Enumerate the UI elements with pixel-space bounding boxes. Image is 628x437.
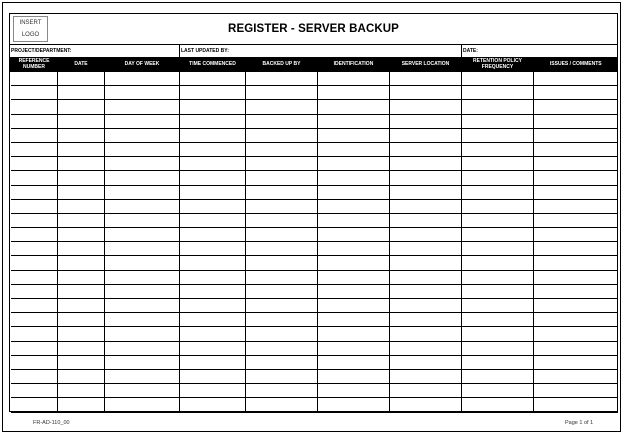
- table-cell[interactable]: [11, 86, 58, 100]
- table-cell[interactable]: [58, 128, 105, 142]
- table-cell[interactable]: [246, 313, 318, 327]
- table-cell[interactable]: [180, 228, 246, 242]
- table-cell[interactable]: [11, 242, 58, 256]
- table-cell[interactable]: [180, 128, 246, 142]
- table-cell[interactable]: [534, 86, 618, 100]
- date-label: DATE:: [463, 48, 478, 54]
- table-row: [11, 213, 618, 227]
- table-cell[interactable]: [390, 256, 462, 270]
- table-row: [11, 114, 618, 128]
- table-cell[interactable]: [11, 157, 58, 171]
- table-cell[interactable]: [11, 228, 58, 242]
- table-cell[interactable]: [58, 185, 105, 199]
- table-cell[interactable]: [534, 114, 618, 128]
- table-cell[interactable]: [390, 341, 462, 355]
- table-cell[interactable]: [246, 114, 318, 128]
- table-cell[interactable]: [180, 72, 246, 86]
- column-header-label: DAY OF WEEK: [124, 60, 160, 67]
- table-cell[interactable]: [105, 213, 180, 227]
- table-cell[interactable]: [58, 171, 105, 185]
- table-cell[interactable]: [390, 398, 462, 412]
- column-header-label-line2: NUMBER: [23, 63, 45, 70]
- table-row: [11, 384, 618, 398]
- table-cell[interactable]: [180, 114, 246, 128]
- column-header: [462, 58, 534, 72]
- table-cell[interactable]: [246, 327, 318, 341]
- table-cell[interactable]: [58, 384, 105, 398]
- table-cell[interactable]: [318, 100, 390, 114]
- table-cell[interactable]: [58, 369, 105, 383]
- table-cell[interactable]: [246, 270, 318, 284]
- table-cell[interactable]: [58, 299, 105, 313]
- table-cell[interactable]: [180, 299, 246, 313]
- table-cell[interactable]: [318, 213, 390, 227]
- column-header: [246, 58, 318, 72]
- table-cell[interactable]: [105, 128, 180, 142]
- table-row: [11, 256, 618, 270]
- table-cell[interactable]: [318, 171, 390, 185]
- table-cell[interactable]: [390, 185, 462, 199]
- table-cell[interactable]: [180, 213, 246, 227]
- table-cell[interactable]: [180, 242, 246, 256]
- table-cell[interactable]: [462, 199, 534, 213]
- table-row: [11, 157, 618, 171]
- table-cell[interactable]: [246, 86, 318, 100]
- table-cell[interactable]: [462, 228, 534, 242]
- table-cell[interactable]: [58, 199, 105, 213]
- last-updated-by-label: LAST UPDATED BY:: [181, 48, 229, 54]
- table-cell[interactable]: [462, 213, 534, 227]
- table-cell[interactable]: [58, 341, 105, 355]
- table-cell[interactable]: [246, 369, 318, 383]
- table-cell[interactable]: [534, 185, 618, 199]
- table-cell[interactable]: [11, 270, 58, 284]
- table-cell[interactable]: [58, 213, 105, 227]
- table-cell[interactable]: [58, 398, 105, 412]
- table-cell[interactable]: [390, 313, 462, 327]
- table-cell[interactable]: [105, 284, 180, 298]
- table-cell[interactable]: [180, 256, 246, 270]
- table-cell[interactable]: [58, 228, 105, 242]
- table-cell[interactable]: [180, 384, 246, 398]
- table-cell[interactable]: [58, 114, 105, 128]
- table-cell[interactable]: [58, 355, 105, 369]
- table-row: [11, 284, 618, 298]
- table-cell[interactable]: [390, 284, 462, 298]
- table-cell[interactable]: [105, 313, 180, 327]
- table-cell[interactable]: [11, 171, 58, 185]
- table-cell[interactable]: [534, 128, 618, 142]
- table-cell[interactable]: [180, 171, 246, 185]
- table-cell[interactable]: [318, 355, 390, 369]
- column-header-label: SERVER LOCATION: [401, 60, 450, 67]
- backup-register-table: [10, 58, 618, 413]
- table-cell[interactable]: [534, 355, 618, 369]
- table-cell[interactable]: [534, 327, 618, 341]
- table-cell[interactable]: [180, 327, 246, 341]
- table-cell[interactable]: [11, 299, 58, 313]
- table-cell[interactable]: [105, 114, 180, 128]
- table-cell[interactable]: [180, 157, 246, 171]
- table-cell[interactable]: [180, 355, 246, 369]
- table-cell[interactable]: [11, 398, 58, 412]
- table-cell[interactable]: [11, 341, 58, 355]
- column-header-label: ISSUES / COMMENTS: [549, 60, 602, 67]
- table-header-row: [11, 58, 618, 72]
- table-row: [11, 72, 618, 86]
- table-cell[interactable]: [180, 398, 246, 412]
- table-row: [11, 270, 618, 284]
- register-form: [9, 13, 618, 412]
- table-cell[interactable]: [390, 199, 462, 213]
- logo-text-line2: LOGO: [21, 32, 40, 38]
- table-cell[interactable]: [318, 369, 390, 383]
- table-cell[interactable]: [58, 242, 105, 256]
- table-cell[interactable]: [534, 369, 618, 383]
- table-cell[interactable]: [11, 114, 58, 128]
- table-cell[interactable]: [105, 299, 180, 313]
- table-cell[interactable]: [534, 228, 618, 242]
- table-cell[interactable]: [180, 270, 246, 284]
- table-cell[interactable]: [534, 341, 618, 355]
- table-cell[interactable]: [462, 114, 534, 128]
- table-cell[interactable]: [11, 72, 58, 86]
- table-cell[interactable]: [390, 100, 462, 114]
- table-cell[interactable]: [246, 299, 318, 313]
- table-cell[interactable]: [462, 157, 534, 171]
- last-updated-by-field[interactable]: [179, 45, 461, 57]
- table-cell[interactable]: [11, 355, 58, 369]
- table-cell[interactable]: [318, 398, 390, 412]
- column-header: [180, 58, 246, 72]
- table-cell[interactable]: [180, 313, 246, 327]
- table-cell[interactable]: [246, 128, 318, 142]
- column-header: [58, 58, 105, 72]
- table-cell[interactable]: [462, 142, 534, 156]
- table-cell[interactable]: [246, 142, 318, 156]
- table-cell[interactable]: [105, 327, 180, 341]
- table-row: [11, 86, 618, 100]
- project-department-label: PROJECT/DEPARTMENT:: [11, 48, 72, 54]
- table-cell[interactable]: [105, 355, 180, 369]
- table-cell[interactable]: [11, 369, 58, 383]
- table-cell[interactable]: [246, 171, 318, 185]
- project-department-field[interactable]: [10, 45, 179, 57]
- table-cell[interactable]: [534, 270, 618, 284]
- table-cell[interactable]: [105, 86, 180, 100]
- table-row: [11, 398, 618, 412]
- table-cell[interactable]: [246, 100, 318, 114]
- column-header: [105, 58, 180, 72]
- table-cell[interactable]: [462, 185, 534, 199]
- table-cell[interactable]: [58, 86, 105, 100]
- table-cell[interactable]: [318, 228, 390, 242]
- table-cell[interactable]: [11, 185, 58, 199]
- table-row: [11, 355, 618, 369]
- table-row: [11, 228, 618, 242]
- table-cell[interactable]: [11, 128, 58, 142]
- page-number: Page 1 of 1: [565, 420, 594, 426]
- table-cell[interactable]: [11, 313, 58, 327]
- table-cell[interactable]: [390, 128, 462, 142]
- table-cell[interactable]: [462, 284, 534, 298]
- page-title: REGISTER - SERVER BACKUP: [228, 23, 399, 35]
- table-cell[interactable]: [318, 341, 390, 355]
- table-cell[interactable]: [11, 142, 58, 156]
- table-cell[interactable]: [58, 256, 105, 270]
- table-cell[interactable]: [534, 256, 618, 270]
- column-header-label: BACKED UP BY: [262, 60, 301, 67]
- table-cell[interactable]: [534, 171, 618, 185]
- title-row: [10, 14, 617, 45]
- column-header: [318, 58, 390, 72]
- table-cell[interactable]: [58, 313, 105, 327]
- column-header-label: IDENTIFICATION: [333, 60, 374, 67]
- table-cell[interactable]: [534, 299, 618, 313]
- table-row: [11, 313, 618, 327]
- table-cell[interactable]: [180, 341, 246, 355]
- table-cell[interactable]: [58, 72, 105, 86]
- date-field[interactable]: [461, 45, 617, 57]
- table-cell[interactable]: [462, 100, 534, 114]
- table-cell[interactable]: [105, 171, 180, 185]
- table-cell[interactable]: [390, 171, 462, 185]
- table-row: [11, 185, 618, 199]
- table-cell[interactable]: [246, 284, 318, 298]
- table-cell[interactable]: [105, 228, 180, 242]
- table-cell[interactable]: [534, 142, 618, 156]
- table-cell[interactable]: [105, 384, 180, 398]
- table-cell[interactable]: [534, 157, 618, 171]
- table-cell[interactable]: [318, 72, 390, 86]
- table-cell[interactable]: [105, 100, 180, 114]
- table-cell[interactable]: [180, 369, 246, 383]
- table-cell[interactable]: [58, 284, 105, 298]
- table-cell[interactable]: [462, 355, 534, 369]
- table-cell[interactable]: [11, 284, 58, 298]
- table-cell[interactable]: [318, 142, 390, 156]
- table-cell[interactable]: [534, 284, 618, 298]
- table-cell[interactable]: [246, 384, 318, 398]
- document-code: FR-AD-110_00: [33, 420, 70, 426]
- table-cell[interactable]: [318, 128, 390, 142]
- table-cell[interactable]: [462, 341, 534, 355]
- table-cell[interactable]: [390, 355, 462, 369]
- table-row: [11, 171, 618, 185]
- table-cell[interactable]: [11, 213, 58, 227]
- table-cell[interactable]: [462, 384, 534, 398]
- table-cell[interactable]: [390, 228, 462, 242]
- table-cell[interactable]: [390, 157, 462, 171]
- table-cell[interactable]: [246, 355, 318, 369]
- table-cell[interactable]: [534, 313, 618, 327]
- table-cell[interactable]: [462, 327, 534, 341]
- table-cell[interactable]: [534, 384, 618, 398]
- table-cell[interactable]: [318, 242, 390, 256]
- table-cell[interactable]: [180, 142, 246, 156]
- table-cell[interactable]: [462, 128, 534, 142]
- table-cell[interactable]: [318, 299, 390, 313]
- table-cell[interactable]: [11, 256, 58, 270]
- table-cell[interactable]: [534, 199, 618, 213]
- table-cell[interactable]: [318, 327, 390, 341]
- table-cell[interactable]: [318, 199, 390, 213]
- table-cell[interactable]: [180, 199, 246, 213]
- table-cell[interactable]: [462, 242, 534, 256]
- table-cell[interactable]: [318, 384, 390, 398]
- table-cell[interactable]: [462, 171, 534, 185]
- table-cell[interactable]: [318, 86, 390, 100]
- table-cell[interactable]: [11, 199, 58, 213]
- table-cell[interactable]: [390, 384, 462, 398]
- table-cell[interactable]: [58, 270, 105, 284]
- column-header-label: REFERENCE: [18, 58, 50, 64]
- table-cell[interactable]: [180, 100, 246, 114]
- table-row: [11, 242, 618, 256]
- table-cell[interactable]: [58, 100, 105, 114]
- table-cell[interactable]: [318, 157, 390, 171]
- table-cell[interactable]: [246, 242, 318, 256]
- table-cell[interactable]: [11, 327, 58, 341]
- table-cell[interactable]: [318, 284, 390, 298]
- table-cell[interactable]: [462, 270, 534, 284]
- table-cell[interactable]: [246, 341, 318, 355]
- table-cell[interactable]: [534, 213, 618, 227]
- column-header: [534, 58, 618, 72]
- table-cell[interactable]: [390, 72, 462, 86]
- table-cell[interactable]: [105, 185, 180, 199]
- table-cell[interactable]: [105, 369, 180, 383]
- table-cell[interactable]: [105, 72, 180, 86]
- table-cell[interactable]: [318, 270, 390, 284]
- table-cell[interactable]: [11, 100, 58, 114]
- table-cell[interactable]: [58, 142, 105, 156]
- table-cell[interactable]: [462, 369, 534, 383]
- table-cell[interactable]: [390, 142, 462, 156]
- table-cell[interactable]: [462, 256, 534, 270]
- table-row: [11, 341, 618, 355]
- table-cell[interactable]: [180, 185, 246, 199]
- table-cell[interactable]: [462, 86, 534, 100]
- table-cell[interactable]: [390, 299, 462, 313]
- table-cell[interactable]: [318, 313, 390, 327]
- table-cell[interactable]: [390, 114, 462, 128]
- table-cell[interactable]: [246, 185, 318, 199]
- table-cell[interactable]: [180, 284, 246, 298]
- table-cell[interactable]: [105, 341, 180, 355]
- table-cell[interactable]: [246, 199, 318, 213]
- table-cell[interactable]: [105, 157, 180, 171]
- info-row: [10, 45, 617, 58]
- table-cell[interactable]: [246, 72, 318, 86]
- column-header: [390, 58, 462, 72]
- table-cell[interactable]: [534, 242, 618, 256]
- table-cell[interactable]: [58, 327, 105, 341]
- table-cell[interactable]: [105, 199, 180, 213]
- table-cell[interactable]: [246, 398, 318, 412]
- table-cell[interactable]: [390, 327, 462, 341]
- table-cell[interactable]: [462, 313, 534, 327]
- column-header-label-line2: FREQUENCY: [481, 63, 514, 70]
- table-row: [11, 100, 618, 114]
- table-cell[interactable]: [105, 270, 180, 284]
- table-cell[interactable]: [390, 213, 462, 227]
- table-row: [11, 199, 618, 213]
- column-header-label: DATE: [74, 60, 88, 67]
- table-cell[interactable]: [246, 213, 318, 227]
- table-cell[interactable]: [318, 185, 390, 199]
- column-header-label: TIME COMMENCED: [189, 60, 236, 67]
- table-cell[interactable]: [534, 100, 618, 114]
- table-row: [11, 128, 618, 142]
- column-header-label: RETENTION POLICY: [473, 58, 522, 64]
- table-cell[interactable]: [390, 86, 462, 100]
- table-cell[interactable]: [246, 228, 318, 242]
- table-cell[interactable]: [534, 398, 618, 412]
- table-cell[interactable]: [390, 242, 462, 256]
- table-cell[interactable]: [105, 142, 180, 156]
- table-cell[interactable]: [105, 256, 180, 270]
- table-cell[interactable]: [390, 369, 462, 383]
- table-cell[interactable]: [246, 256, 318, 270]
- table-cell[interactable]: [462, 72, 534, 86]
- table-cell[interactable]: [246, 157, 318, 171]
- table-cell[interactable]: [390, 270, 462, 284]
- table-row: [11, 142, 618, 156]
- table-cell[interactable]: [534, 72, 618, 86]
- table-cell[interactable]: [58, 157, 105, 171]
- table-row: [11, 369, 618, 383]
- table-cell[interactable]: [11, 384, 58, 398]
- column-header: [11, 58, 58, 72]
- table-cell[interactable]: [318, 256, 390, 270]
- table-row: [11, 299, 618, 313]
- table-cell[interactable]: [105, 398, 180, 412]
- table-cell[interactable]: [462, 299, 534, 313]
- table-cell[interactable]: [105, 242, 180, 256]
- logo-text-line1: INSERT: [19, 20, 42, 26]
- table-row: [11, 327, 618, 341]
- table-cell[interactable]: [462, 398, 534, 412]
- table-cell[interactable]: [318, 114, 390, 128]
- table-cell[interactable]: [180, 86, 246, 100]
